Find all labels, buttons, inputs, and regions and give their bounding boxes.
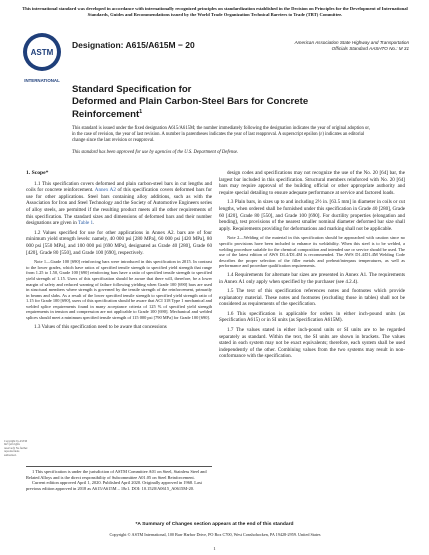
table-1-link[interactable]: Table 1 bbox=[77, 220, 94, 227]
title-line-1: Standard Specification for bbox=[72, 84, 192, 95]
para-1-5: 1.5 The text of this specification references notes and footnotes which provide explanatory material. These notes and footnotes (excluding those in tables) shall not be considered as requirements of the specification. bbox=[219, 288, 405, 308]
para-1-6: 1.6 This specification is applicable for orders in either inch-pound units (as Specification A615) or in SI units (as Specification A615M). bbox=[219, 310, 405, 324]
para-1-2: 1.2 Values specified for use for other applications in Annex A2. bars are of four minimum yield strength levels: namely, 40 000 psi [280 MPa], 60 000 psi [420 MPa], 80 000 psi [550 MPa], and 100 000 psi [690 MPa], designated as Grade 40 [280], Grade 60 [420], Grade 80 [550], and Grade 100 [690], respectively. bbox=[26, 229, 212, 256]
document-title bbox=[72, 84, 352, 121]
designation: Designation: A615/A615M − 20 bbox=[72, 40, 195, 50]
summary-of-changes-note: *A Summary of Changes section appears at the end of this standard bbox=[135, 522, 294, 527]
note-2: Note 2—Welding of the material in this specification should be approached with caution since no specific provisions have been included to enhance its weldability. When this steel is to be welded, a welding procedure suitable for the chemical composition and intended use or service should be used. The use of the latest edition of AWS D1.4/D1.4M is recommended. The AWS D1.4/D1.4M Welding Code describes the proper selection of the filler metals and preheat/interpass temperatures, as well as performance and procedure qualification requirements. bbox=[219, 235, 405, 269]
standard-note: This standard is issued under the fixed designation A615/A615M; the number immediately following the designation indicates the year of original adoption or, in the case of revision, the year of last revision. A number in parentheses indicates the year of last reapproval. A superscript epsilon (ε) indicates an editorial change since the last revision or reapproval. bbox=[72, 126, 370, 144]
wto-notice: This international standard was developed in accordance with internationally recognized principles on standardization established in the Decision on Principles for the Development of International Standards, Guides and Recommendations issued by the World Trade Organization Technical Barriers to Trade (TBT) Committee. bbox=[22, 6, 408, 17]
right-column bbox=[219, 170, 405, 363]
logo-subtext: INTERNATIONAL bbox=[24, 78, 60, 83]
note-1: Note 1—Grade 100 [690] reinforcing bars were introduced in this specification in 2015. In contrast to the lower grades, which have ratios of specified tensile strength to specified yield strength that range from 1.25 to 1.50, Grade 100 [690] reinforcing bars have a ratio of specified tensile strength to specified yield strength of 1.15. Users of this specification should be aware that there will, therefore, be a lower margin of safety and reduced warning of failure following yielding when Grade 100 [690] bars are used in structural members where strength is governed by the tensile strength of the reinforcement, primarily in beams and slabs. As a result of the lower specified tensile strength to specified yield strength ratio of 1.15 for Grade 100 [690], users of this specification should be aware that ACI 318 Type 1 mechanical and welded splice requirements found in many acceptance criteria of 125 % of specified yield strength requirements in tension and compression are not applicable to Grade 100 [690]. Mechanical and welded splices should meet a minimum specified tensile strength of 115 000 psi [790 MPa] for Grade 100 [690]. bbox=[26, 259, 212, 321]
para-1-7: 1.7 The values stated in either inch-pound units or SI units are to be regarded separately as standard. Within the text, the SI units are shown in brackets. The values stated in each system may not be exact equivalents; therefore, each system shall be used independently of the other. Combining values from the two systems may result in non-conformance with the specification. bbox=[219, 327, 405, 360]
astm-logo bbox=[20, 30, 64, 90]
footnote-edition: Current edition approved April 1, 2020. Published April 2020. Originally approved in 1968. Last previous edition approved in 2018 as A615/A615M – 18ε1. DOI: 10.1520/A0615_A0615M-20. bbox=[26, 480, 202, 491]
logo-text: ASTM bbox=[30, 48, 54, 57]
page-number: 1 bbox=[213, 546, 216, 551]
para-1-4: 1.4 Requirements for alternate bar sizes are presented in Annex A1. The requirements in Annex A1 only apply when specified by the purchaser (see 4.2.4). bbox=[219, 271, 405, 285]
title-line-2: Deformed and Plain Carbon-Steel Bars for Concrete Reinforcement$^1$ bbox=[72, 95, 309, 121]
para-1-3-start: 1.3 Values of this specification need to be aware that concessions bbox=[34, 323, 167, 330]
aashto-standard: American Association State Highway and Transportation Officials Standard AASHTO No.: M 31 bbox=[294, 40, 409, 51]
footnotes bbox=[26, 466, 212, 491]
dod-approval-note: This standard has been approved for use by agencies of the U.S. Department of Defense. bbox=[72, 150, 239, 155]
left-column bbox=[26, 170, 212, 333]
para-continuation: design codes and specifications may not recognize the use of the No. 20 [64] bar, the largest bar included in this specification. Structural members reinforced with No. 20 [64] bars may require approval of the building official or other appropriate authority and require special detailing to ensure adequate performance at service and factored loads. bbox=[219, 170, 405, 196]
para-1-1: 1.1 This specification covers deformed and plain carbon-steel bars in cut lengths and coils for concrete reinforcement. Annex A2 of this specification covers deformed bars for use for other applications. Steel bars containing alloy additions, such as with the Association for Iron and Steel Technology and the Society of Automotive Engineers series of alloy steels, are permitted if the resulting product meets all the other requirements of this specification. The standard sizes and dimensions of deformed bars and their number designations are given in Table 1. bbox=[26, 180, 212, 227]
annex-a2-link[interactable]: Annex A2 bbox=[94, 187, 116, 194]
copyright-line: Copyright © ASTM International, 100 Barr Harbor Drive, PO Box C700, West Conshohocken, PA 19428-2959. United States bbox=[109, 532, 321, 537]
footnote-1: 1 This specification is under the jurisdiction of ASTM Committee A01 on Steel, Stainless Steel and Related Alloys and is the direct responsibility of Subcommittee A01.05 on Steel Reinforcement. bbox=[26, 469, 207, 480]
section-heading-scope: 1. Scope* bbox=[26, 170, 49, 176]
license-stamp: Copyright by ASTM Int'l (all rights reserved); No further reproductions authorized. bbox=[4, 440, 28, 457]
para-1-3: 1.3 Plain bars, in sizes up to and including 2½ in. [63.5 mm] in diameter in coils or cut lengths, when ordered shall be furnished under this specification in Grade 40 [280], Grade 60 [420], Grade 80 [550], and Grade 100 [690]. For ductility properties (elongation and bending), test provisions of the nearest smaller nominal diameter deformed bar size shall apply. Requirements providing for deformations and marking shall not be applicable. bbox=[219, 199, 405, 232]
